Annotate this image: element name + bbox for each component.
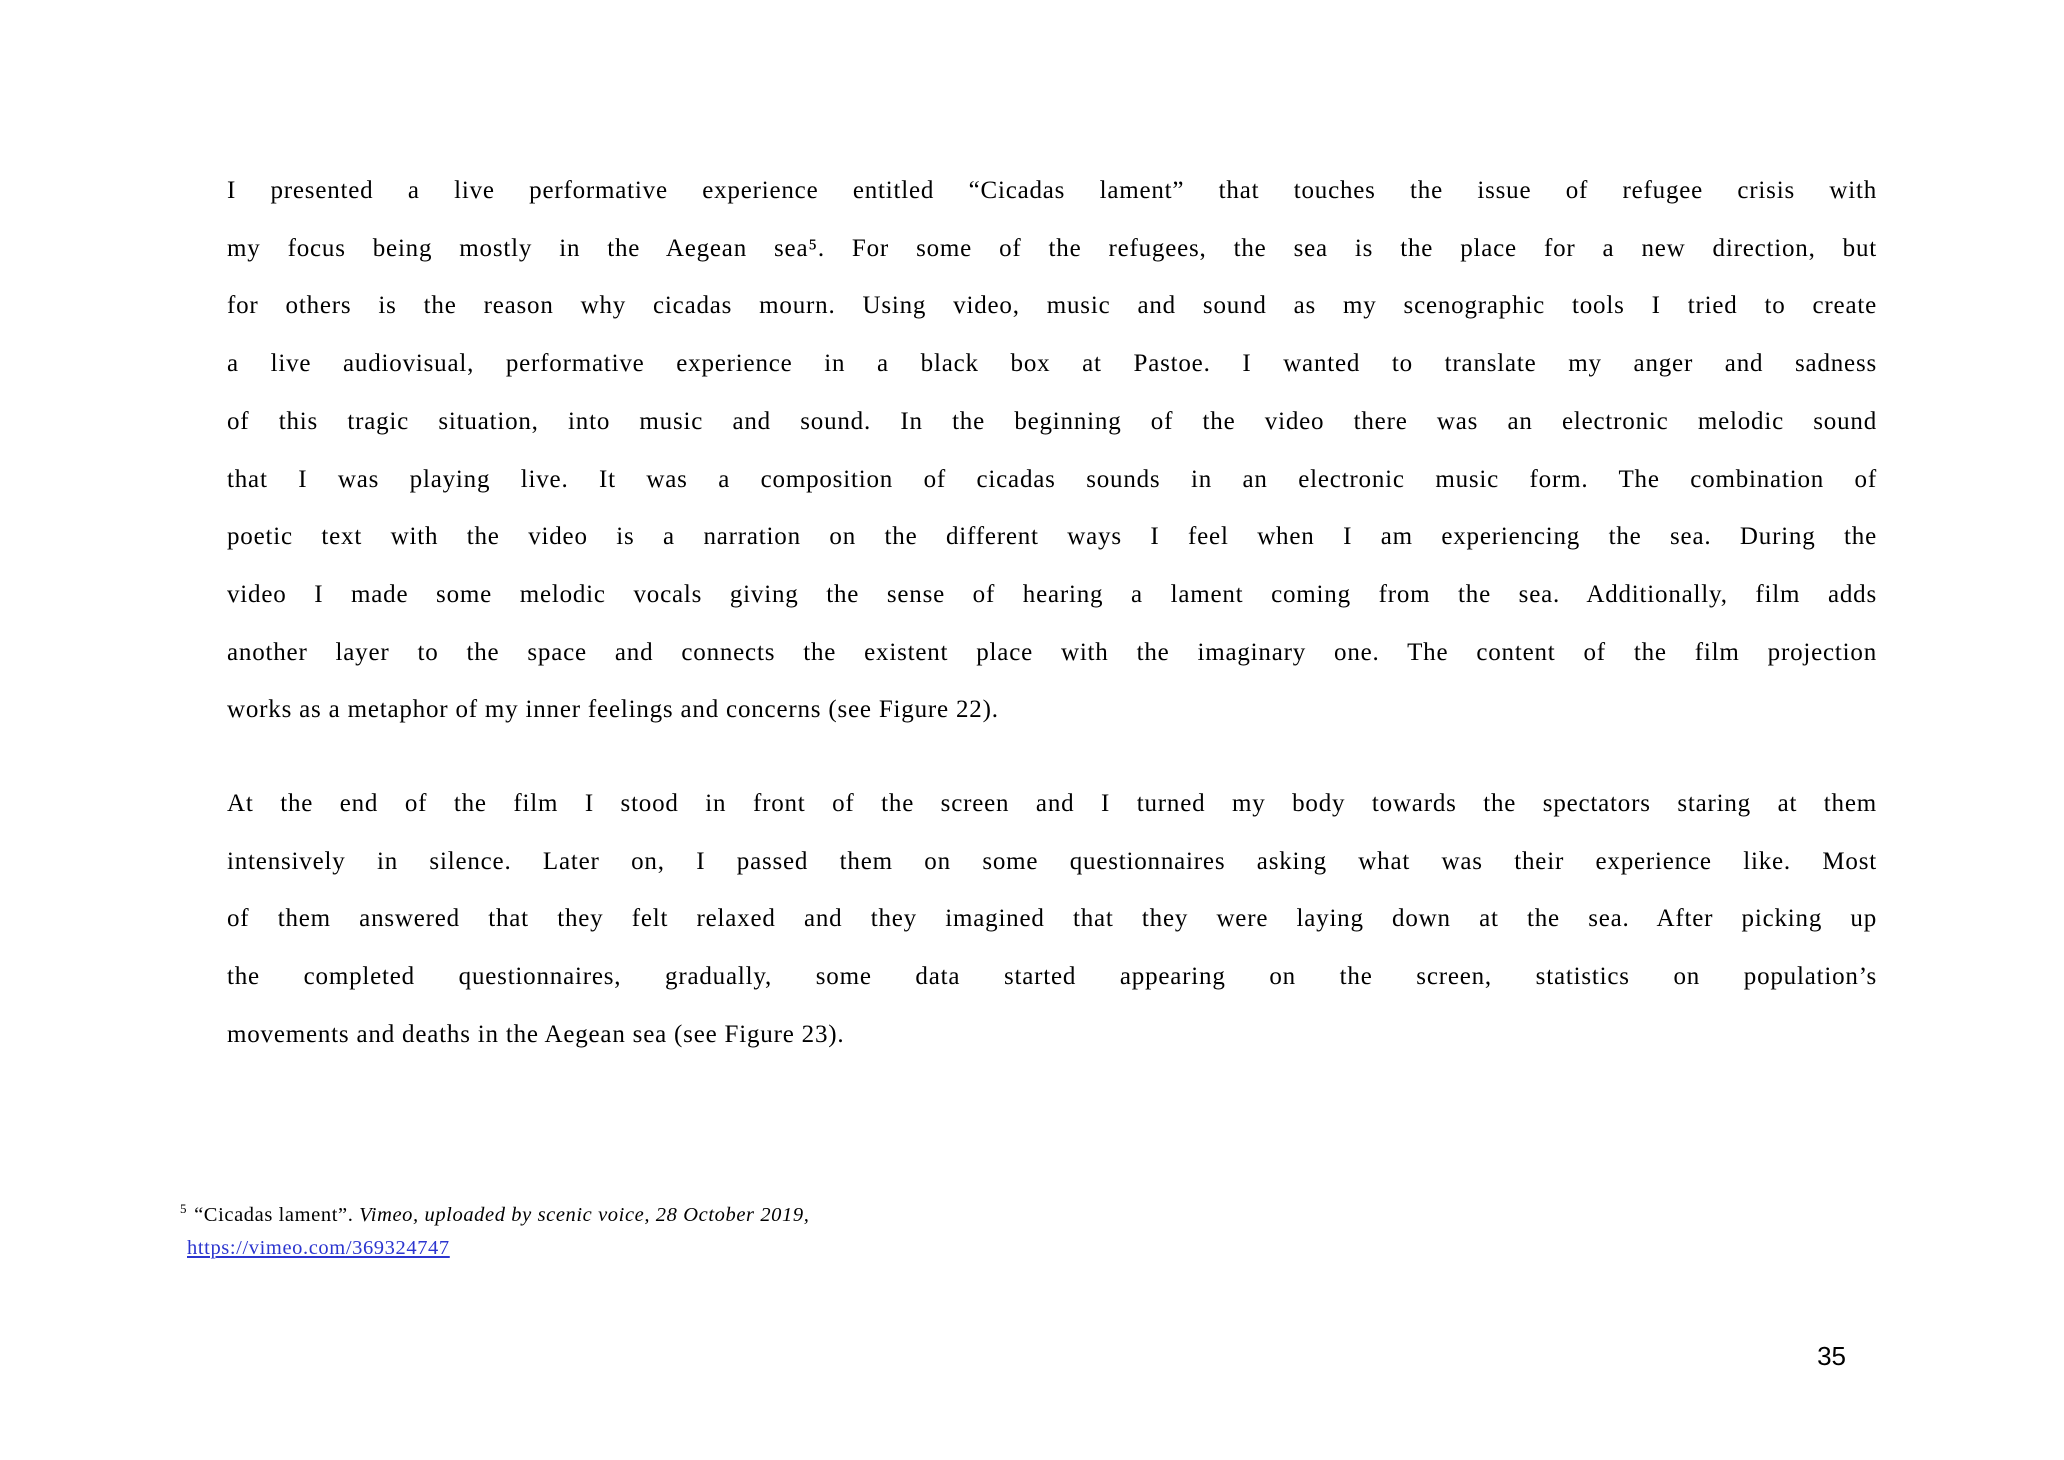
footnote-citation-source: Vimeo, uploaded by scenic voice, 28 October 2019, — [359, 1203, 810, 1226]
body-line: works as a metaphor of my inner feelings and concerns (see Figure 22). — [227, 696, 999, 724]
body-line: At the end of the film I stood in front of the screen and I turned my body towards the spectators staring at them — [227, 790, 1877, 818]
body-line: movements and deaths in the Aegean sea (see Figure 23). — [227, 1020, 845, 1048]
paragraph-2 — [227, 775, 1877, 1064]
footnote-citation — [180, 1192, 1280, 1232]
body-line: video I made some melodic vocals giving the sense of hearing a lament coming from the sea. Additionally, film adds — [227, 580, 1877, 608]
footnote-citation-title: “Cicadas lament”. — [194, 1203, 360, 1226]
body-line: a live audiovisual, performative experience in a black box at Pastoe. I wanted to translate my anger and sadness — [227, 350, 1877, 378]
body-line: I presented a live performative experience entitled “Cicadas lament” that touches the issue of refugee crisis with — [227, 177, 1877, 204]
body-line: for others is the reason why cicadas mourn. Using video, music and sound as my scenographic tools I tried to create — [227, 292, 1877, 320]
footnote — [180, 1192, 1280, 1265]
body-line: the completed questionnaires, gradually, some data started appearing on the screen, statistics on population’s — [227, 963, 1877, 991]
vimeo-link[interactable]: https://vimeo.com/369324747 — [187, 1236, 450, 1259]
page-number: 35 — [1817, 1341, 1846, 1371]
footnote-link-line — [187, 1232, 1280, 1265]
footnote-marker: 5 — [180, 1201, 188, 1216]
body-line: poetic text with the video is a narration on the different ways I feel when I am experiencing the sea. During the — [227, 523, 1877, 551]
body-line: of them answered that they felt relaxed and they imagined that they were laying down at the sea. After picking up — [227, 905, 1877, 933]
body-line: that I was playing live. It was a composition of cicadas sounds in an electronic music form. The combination of — [227, 465, 1877, 493]
body-line: another layer to the space and connects the existent place with the imaginary one. The content of the film projection — [227, 638, 1877, 666]
body-line: of this tragic situation, into music and sound. In the beginning of the video there was an electronic melodic sound — [227, 407, 1877, 435]
paragraph-1 — [227, 162, 1877, 739]
page-body — [227, 162, 1877, 1064]
body-line: intensively in silence. Later on, I passed them on some questionnaires asking what was their experience like. Most — [227, 847, 1877, 875]
body-line: my focus being mostly in the Aegean sea⁵. For some of the refugees, the sea is the place for a new direction, but — [227, 234, 1877, 262]
